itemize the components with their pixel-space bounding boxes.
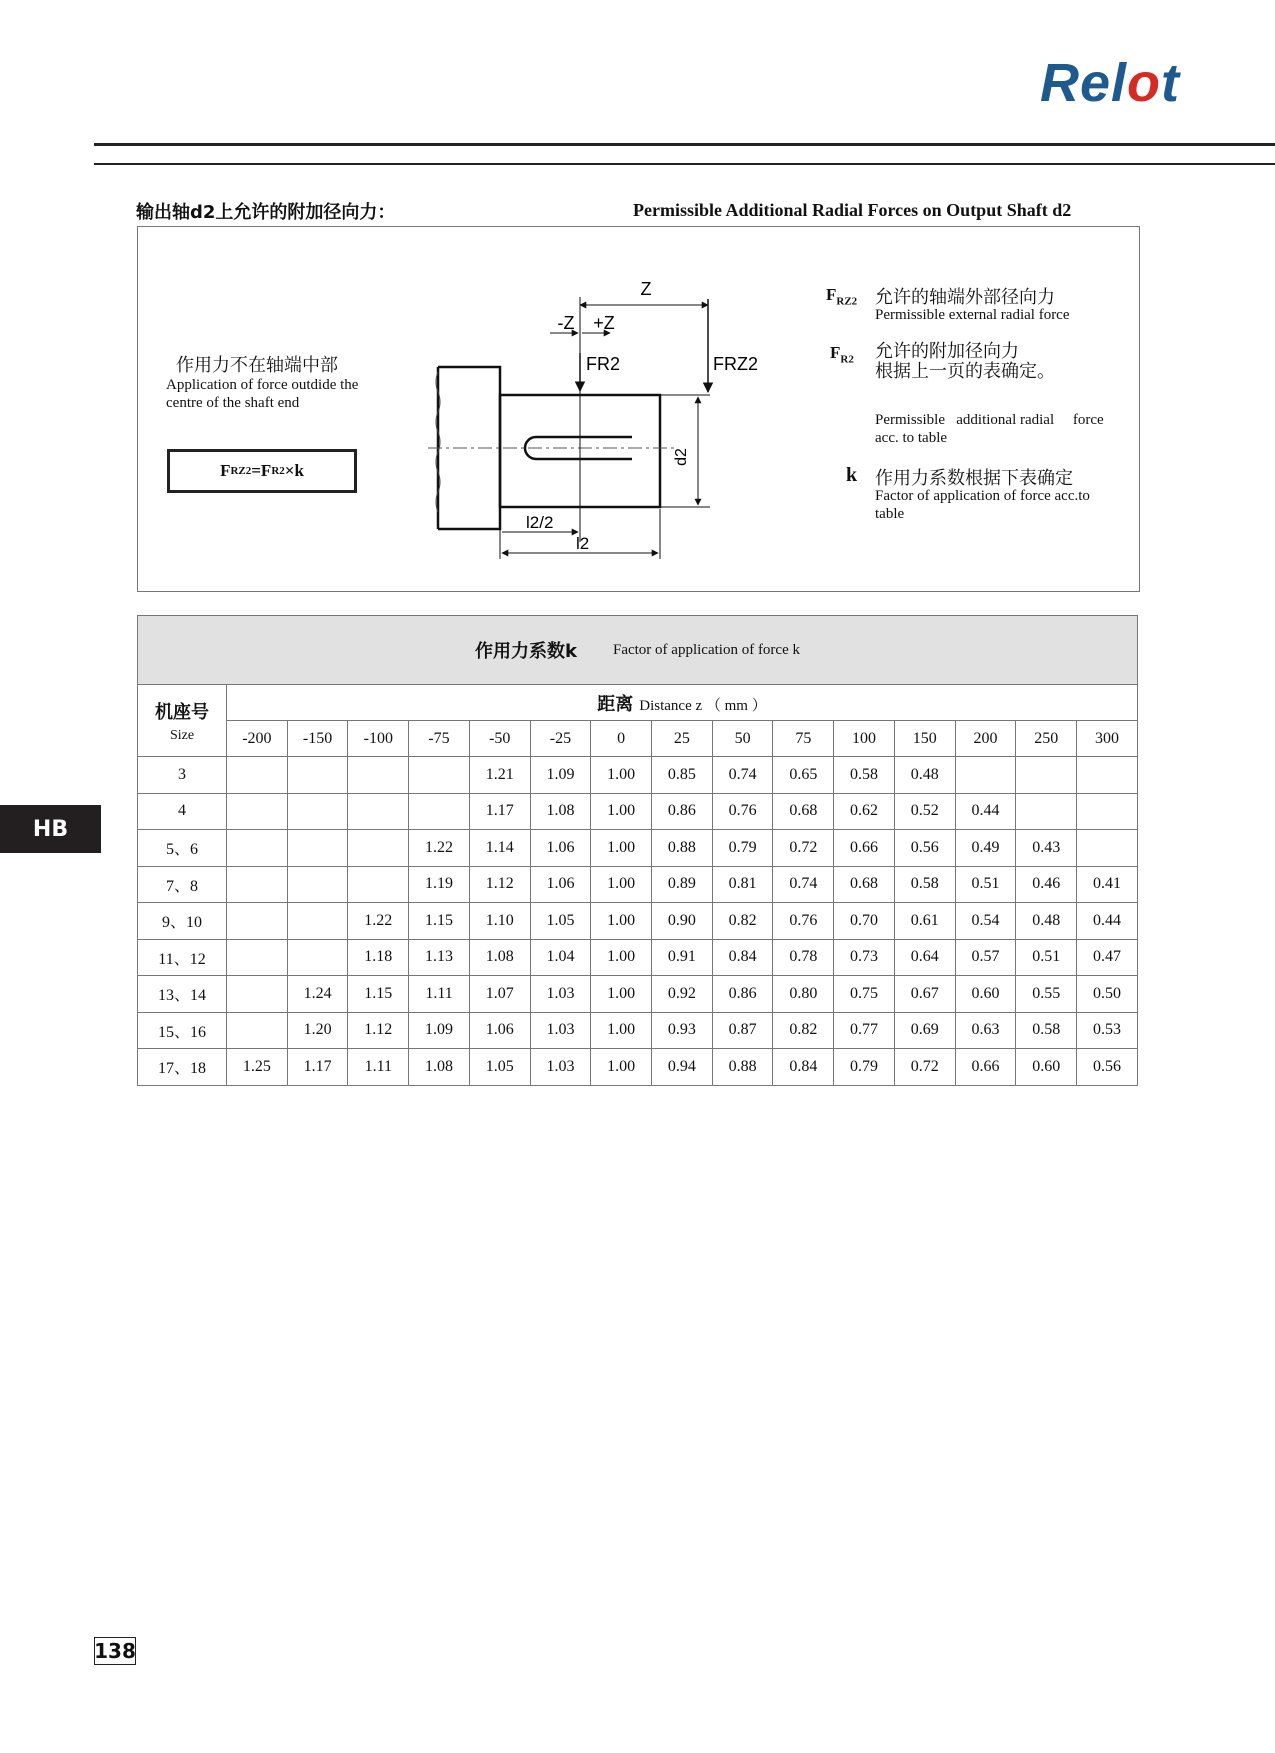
factor-cell: 1.12 [469, 866, 530, 903]
section-title-cn: 输出轴d2上允许的附加径向力： [136, 202, 396, 223]
factor-cell: 0.75 [834, 976, 895, 1013]
factor-cell: 0.72 [773, 830, 834, 867]
distance-column-header: -200 [227, 721, 288, 757]
factor-cell: 0.58 [894, 866, 955, 903]
factor-cell: 1.00 [591, 1049, 652, 1086]
factor-cell: 1.22 [348, 903, 409, 940]
factor-cell: 0.94 [652, 1049, 713, 1086]
size-cell: 11、12 [138, 939, 227, 976]
factor-cell: 0.92 [652, 976, 713, 1013]
factor-cell: 1.19 [409, 866, 470, 903]
size-cell: 3 [138, 757, 227, 794]
factor-cell: 0.76 [712, 793, 773, 830]
factor-cell: 1.08 [469, 939, 530, 976]
factor-cell: 0.81 [712, 866, 773, 903]
factor-cell: 0.69 [894, 1012, 955, 1049]
distance-column-header: -25 [530, 721, 591, 757]
factor-cell: 1.00 [591, 976, 652, 1013]
table-title-bar [137, 615, 1138, 684]
table-title-en: Factor of application of force k [612, 641, 800, 658]
factor-cell: 1.09 [409, 1012, 470, 1049]
factor-cell: 0.88 [712, 1049, 773, 1086]
factor-cell [348, 793, 409, 830]
factor-cell: 0.61 [894, 903, 955, 940]
factor-cell [348, 866, 409, 903]
table-row [138, 866, 1138, 903]
formula-box: F RZ2 = F R2 × k [167, 449, 357, 493]
factor-cell: 0.62 [834, 793, 895, 830]
factor-cell: 0.57 [955, 939, 1016, 976]
factor-cell [409, 757, 470, 794]
factor-cell: 0.74 [773, 866, 834, 903]
l2-label: l2 [576, 534, 590, 553]
factor-cell: 0.72 [894, 1049, 955, 1086]
factor-cell: 0.85 [652, 757, 713, 794]
factor-cell: 0.64 [894, 939, 955, 976]
factor-cell: 0.43 [1016, 830, 1077, 867]
off-centre-label-en-2: centre of the shaft end [166, 395, 300, 411]
table-body [138, 757, 1138, 1086]
factor-cell [227, 866, 288, 903]
factor-cell [227, 830, 288, 867]
factor-cell [287, 866, 348, 903]
legend-fr2-symbol: $F_{R2}$ [830, 343, 854, 366]
factor-cell: 0.44 [1077, 903, 1138, 940]
legend-fr2-cn-2: 根据上一页的表确定。 [875, 361, 1055, 382]
table-row [138, 1049, 1138, 1086]
factor-cell: 0.63 [955, 1012, 1016, 1049]
size-cell: 17、18 [138, 1049, 227, 1086]
factor-cell: 1.17 [469, 793, 530, 830]
section-title-en: Permissible Additional Radial Forces on Output Shaft d2 [633, 200, 1072, 220]
factor-cell: 0.78 [773, 939, 834, 976]
table-row [138, 903, 1138, 940]
factor-cell: 1.04 [530, 939, 591, 976]
factor-cell: 0.88 [652, 830, 713, 867]
factor-cell: 0.91 [652, 939, 713, 976]
size-cell: 15、16 [138, 1012, 227, 1049]
factor-cell: 1.00 [591, 939, 652, 976]
legend-fr2-en: Permissible additional radial force [875, 412, 1104, 428]
distance-column-header: 25 [652, 721, 713, 757]
size-cell: 5、6 [138, 830, 227, 867]
factor-cell: 0.58 [834, 757, 895, 794]
table-row [138, 976, 1138, 1013]
force-factor-table [137, 615, 1138, 1086]
factor-cell: 1.09 [530, 757, 591, 794]
factor-cell: 0.44 [955, 793, 1016, 830]
factor-cell: 0.65 [773, 757, 834, 794]
factor-cell: 1.13 [409, 939, 470, 976]
factor-cell [409, 793, 470, 830]
legend-frz2-cn: 允许的轴端外部径向力 [875, 287, 1055, 308]
distance-column-header: 50 [712, 721, 773, 757]
page-number: 138 [94, 1639, 136, 1663]
factor-cell [227, 757, 288, 794]
factor-cell [1077, 757, 1138, 794]
factor-cell: 0.68 [834, 866, 895, 903]
factor-cell: 0.82 [712, 903, 773, 940]
factor-cell: 0.48 [1016, 903, 1077, 940]
distance-column-header: 75 [773, 721, 834, 757]
factor-cell [287, 757, 348, 794]
factor-cell: 0.84 [773, 1049, 834, 1086]
d2-label: d2 [673, 448, 690, 466]
factor-cell: 1.03 [530, 1012, 591, 1049]
factor-cell: 1.06 [530, 830, 591, 867]
distance-columns-row [138, 721, 1138, 757]
factor-cell: 0.90 [652, 903, 713, 940]
factor-cell: 0.66 [834, 830, 895, 867]
factor-cell: 0.76 [773, 903, 834, 940]
relot-logo: Relot [1040, 53, 1181, 113]
factor-cell: 0.70 [834, 903, 895, 940]
shaft-drawing [418, 247, 838, 577]
factor-cell: 0.79 [834, 1049, 895, 1086]
half-l2-label: l2/2 [526, 513, 554, 532]
header-rule-secondary [94, 163, 1275, 165]
factor-cell: 0.67 [894, 976, 955, 1013]
table-row [138, 939, 1138, 976]
factor-cell: 0.68 [773, 793, 834, 830]
factor-cell: 1.00 [591, 1012, 652, 1049]
factor-cell [287, 830, 348, 867]
factor-cell: 0.86 [652, 793, 713, 830]
factor-cell: 0.48 [894, 757, 955, 794]
factor-cell: 0.50 [1077, 976, 1138, 1013]
factor-cell: 0.86 [712, 976, 773, 1013]
off-centre-label-en-1: Application of force outdide the [166, 377, 359, 393]
factor-cell: 1.00 [591, 903, 652, 940]
factor-cell [227, 939, 288, 976]
factor-cell: 1.17 [287, 1049, 348, 1086]
factor-cell: 1.08 [409, 1049, 470, 1086]
factor-cell: 1.15 [348, 976, 409, 1013]
legend-k-en: Factor of application of force acc.to [875, 488, 1090, 504]
factor-cell: 1.20 [287, 1012, 348, 1049]
distance-column-header: -150 [287, 721, 348, 757]
factor-cell: 1.12 [348, 1012, 409, 1049]
factor-cell: 1.00 [591, 830, 652, 867]
factor-cell: 1.22 [409, 830, 470, 867]
factor-cell: 0.47 [1077, 939, 1138, 976]
factor-cell [287, 939, 348, 976]
factor-cell: 1.00 [591, 866, 652, 903]
legend-k-symbol: k [846, 464, 858, 486]
factor-cell: 0.87 [712, 1012, 773, 1049]
factor-cell: 1.00 [591, 793, 652, 830]
factor-cell [348, 830, 409, 867]
factor-cell: 1.06 [530, 866, 591, 903]
factor-cell: 0.55 [1016, 976, 1077, 1013]
size-cell: 9、10 [138, 903, 227, 940]
size-cell: 13、14 [138, 976, 227, 1013]
distance-column-header: -75 [409, 721, 470, 757]
factor-cell: 1.08 [530, 793, 591, 830]
factor-cell: 0.51 [1016, 939, 1077, 976]
factor-cell: 1.07 [469, 976, 530, 1013]
factor-cell [1016, 757, 1077, 794]
factor-cell: 1.11 [348, 1049, 409, 1086]
factor-cell: 1.18 [348, 939, 409, 976]
factor-cell: 1.05 [530, 903, 591, 940]
legend-k-cn: 作用力系数根据下表确定 [875, 468, 1073, 489]
factor-cell [227, 793, 288, 830]
factor-cell: 1.05 [469, 1049, 530, 1086]
factor-cell [1077, 793, 1138, 830]
z-label: Z [640, 279, 652, 299]
distance-header: 距离 Distance z （ mm ） [227, 685, 1138, 721]
factor-cell: 0.51 [955, 866, 1016, 903]
factor-table [137, 684, 1138, 1086]
table-row [138, 793, 1138, 830]
factor-cell: 1.10 [469, 903, 530, 940]
distance-column-header: -100 [348, 721, 409, 757]
factor-cell: 0.46 [1016, 866, 1077, 903]
factor-cell: 0.77 [834, 1012, 895, 1049]
factor-cell: 0.60 [955, 976, 1016, 1013]
factor-cell: 0.41 [1077, 866, 1138, 903]
off-centre-label-cn: 作用力不在轴端中部 [176, 355, 338, 376]
header-rule [94, 143, 1275, 146]
minus-z-label: -Z [557, 313, 575, 333]
factor-cell [955, 757, 1016, 794]
factor-cell: 0.79 [712, 830, 773, 867]
size-column-header: 机座号 Size [138, 685, 227, 757]
force-diagram-panel [137, 226, 1140, 592]
factor-cell: 0.52 [894, 793, 955, 830]
factor-cell [287, 793, 348, 830]
factor-cell: 1.14 [469, 830, 530, 867]
factor-cell [1077, 830, 1138, 867]
legend-fr2-cn: 允许的附加径向力 [875, 341, 1019, 362]
fr2-label: FR2 [586, 354, 621, 374]
table-title-cn: 作用力系数k [475, 641, 577, 662]
factor-cell [1016, 793, 1077, 830]
factor-cell: 0.56 [1077, 1049, 1138, 1086]
size-cell: 7、8 [138, 866, 227, 903]
section-tab-hb: HB [0, 805, 101, 853]
legend-k-en-2: table [875, 506, 905, 522]
distance-column-header: 300 [1077, 721, 1138, 757]
factor-cell: 0.49 [955, 830, 1016, 867]
factor-cell: 0.58 [1016, 1012, 1077, 1049]
factor-cell [227, 903, 288, 940]
factor-cell [227, 976, 288, 1013]
factor-cell: 1.15 [409, 903, 470, 940]
table-row [138, 830, 1138, 867]
factor-cell: 0.89 [652, 866, 713, 903]
frz2-label: FRZ2 [713, 354, 758, 374]
factor-cell: 0.66 [955, 1049, 1016, 1086]
distance-column-header: -50 [469, 721, 530, 757]
factor-cell: 0.74 [712, 757, 773, 794]
factor-cell: 0.53 [1077, 1012, 1138, 1049]
factor-cell [227, 1012, 288, 1049]
factor-cell: 1.25 [227, 1049, 288, 1086]
factor-cell: 0.80 [773, 976, 834, 1013]
factor-cell: 1.00 [591, 757, 652, 794]
factor-cell: 1.21 [469, 757, 530, 794]
factor-cell: 0.54 [955, 903, 1016, 940]
distance-column-header: 100 [834, 721, 895, 757]
distance-column-header: 150 [894, 721, 955, 757]
distance-column-header: 0 [591, 721, 652, 757]
factor-cell: 0.82 [773, 1012, 834, 1049]
factor-cell: 1.06 [469, 1012, 530, 1049]
legend-frz2-symbol: $F_{RZ2}$ [826, 285, 858, 308]
factor-cell: 0.56 [894, 830, 955, 867]
legend-fr2-en-2: acc. to table [875, 430, 948, 446]
factor-cell: 0.73 [834, 939, 895, 976]
distance-column-header: 250 [1016, 721, 1077, 757]
factor-cell [287, 903, 348, 940]
size-cell: 4 [138, 793, 227, 830]
factor-cell: 0.60 [1016, 1049, 1077, 1086]
plus-z-label: +Z [593, 313, 615, 333]
factor-cell: 1.03 [530, 976, 591, 1013]
table-row [138, 757, 1138, 794]
factor-cell: 0.93 [652, 1012, 713, 1049]
factor-cell: 1.24 [287, 976, 348, 1013]
factor-cell: 0.84 [712, 939, 773, 976]
factor-cell: 1.11 [409, 976, 470, 1013]
factor-cell: 1.03 [530, 1049, 591, 1086]
distance-column-header: 200 [955, 721, 1016, 757]
legend-frz2-en: Permissible external radial force [875, 307, 1070, 323]
factor-cell [348, 757, 409, 794]
table-row [138, 1012, 1138, 1049]
